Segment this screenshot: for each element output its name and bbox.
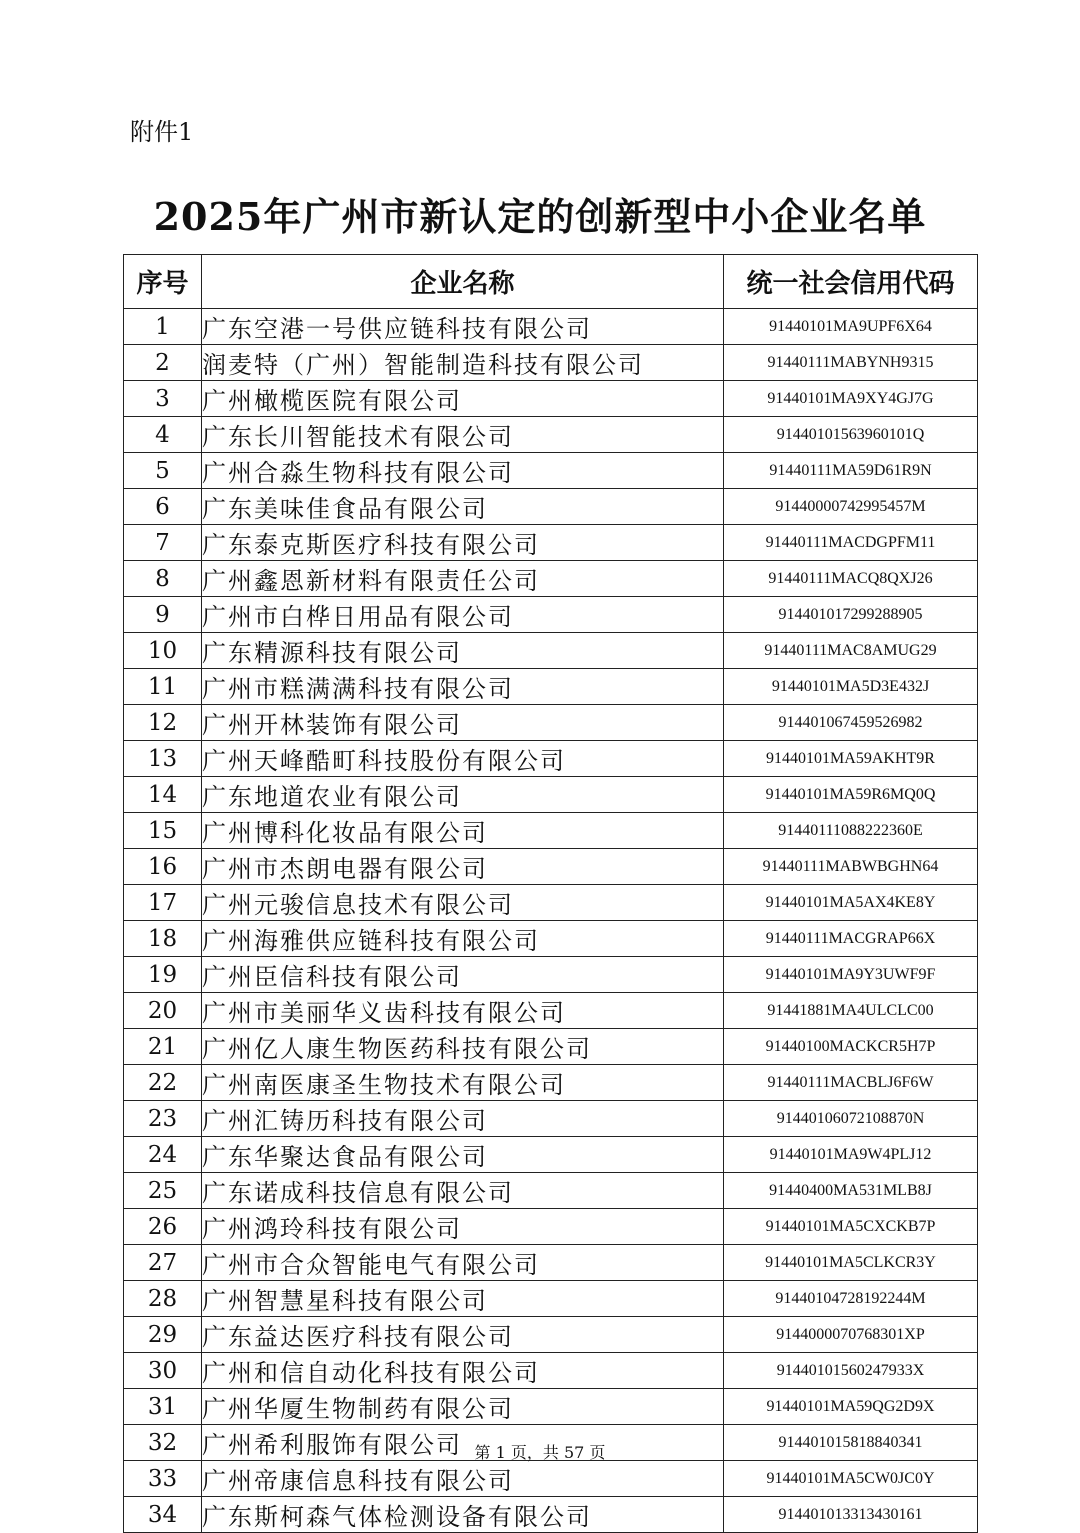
- table-row: [124, 993, 978, 1029]
- enterprise-name-cell: 广州市糕满满科技有限公司: [202, 669, 724, 705]
- table-row: [124, 1245, 978, 1281]
- enterprise-name-cell: 广州智慧星科技有限公司: [202, 1281, 724, 1317]
- credit-code-cell: 91440101MA5CXCKB7P: [724, 1209, 978, 1245]
- table-row: [124, 1101, 978, 1137]
- header-enterprise-name: 企业名称: [202, 255, 724, 309]
- enterprise-name-cell: 广州市美丽华义齿科技有限公司: [202, 993, 724, 1029]
- table-row: [124, 777, 978, 813]
- table-row: [124, 417, 978, 453]
- credit-code-cell: 91440101MA9XY4GJ7G: [724, 381, 978, 417]
- table-row: [124, 669, 978, 705]
- serial-number-cell: 2: [124, 345, 202, 381]
- enterprise-name-cell: 广州希利服饰有限公司: [202, 1425, 724, 1461]
- table-row: [124, 1173, 978, 1209]
- table-body: [124, 309, 978, 1533]
- table-row: [124, 1389, 978, 1425]
- credit-code-cell: 91440000742995457M: [724, 489, 978, 525]
- table-row: [124, 1461, 978, 1497]
- table-row: [124, 1029, 978, 1065]
- table-row: [124, 813, 978, 849]
- credit-code-cell: 91440101MA9UPF6X64: [724, 309, 978, 345]
- credit-code-cell: 91440106072108870N: [724, 1101, 978, 1137]
- enterprise-name-cell: 广东精源科技有限公司: [202, 633, 724, 669]
- enterprise-name-cell: 广州鑫恩新材料有限责任公司: [202, 561, 724, 597]
- enterprise-name-cell: 广州南医康圣生物技术有限公司: [202, 1065, 724, 1101]
- serial-number-cell: 17: [124, 885, 202, 921]
- serial-number-cell: 32: [124, 1425, 202, 1461]
- serial-number-cell: 6: [124, 489, 202, 525]
- credit-code-cell: 91441881MA4ULCLC00: [724, 993, 978, 1029]
- enterprise-name-cell: 广东长川智能技术有限公司: [202, 417, 724, 453]
- credit-code-cell: 91440111088222360E: [724, 813, 978, 849]
- serial-number-cell: 4: [124, 417, 202, 453]
- credit-code-cell: 914401017299288905: [724, 597, 978, 633]
- credit-code-cell: 9144000070768301XP: [724, 1317, 978, 1353]
- table-row: [124, 1353, 978, 1389]
- enterprise-name-cell: 广州市杰朗电器有限公司: [202, 849, 724, 885]
- credit-code-cell: 91440101MA59AKHT9R: [724, 741, 978, 777]
- table-row: [124, 741, 978, 777]
- credit-code-cell: 91440101MA59R6MQ0Q: [724, 777, 978, 813]
- serial-number-cell: 14: [124, 777, 202, 813]
- enterprise-name-cell: 广州帝康信息科技有限公司: [202, 1461, 724, 1497]
- serial-number-cell: 33: [124, 1461, 202, 1497]
- serial-number-cell: 25: [124, 1173, 202, 1209]
- credit-code-cell: 91440111MACQ8QXJ26: [724, 561, 978, 597]
- credit-code-cell: 914401013313430161: [724, 1497, 978, 1533]
- credit-code-cell: 91440400MA531MLB8J: [724, 1173, 978, 1209]
- table-row: [124, 345, 978, 381]
- enterprise-name-cell: 润麦特（广州）智能制造科技有限公司: [202, 345, 724, 381]
- serial-number-cell: 3: [124, 381, 202, 417]
- enterprise-name-cell: 广州亿人康生物医药科技有限公司: [202, 1029, 724, 1065]
- serial-number-cell: 12: [124, 705, 202, 741]
- table-row: [124, 525, 978, 561]
- serial-number-cell: 11: [124, 669, 202, 705]
- enterprise-name-cell: 广州汇铸历科技有限公司: [202, 1101, 724, 1137]
- enterprise-name-cell: 广州博科化妆品有限公司: [202, 813, 724, 849]
- credit-code-cell: 914401015818840341: [724, 1425, 978, 1461]
- serial-number-cell: 27: [124, 1245, 202, 1281]
- serial-number-cell: 15: [124, 813, 202, 849]
- enterprise-name-cell: 广东华聚达食品有限公司: [202, 1137, 724, 1173]
- table-row: [124, 705, 978, 741]
- enterprise-name-cell: 广州元骏信息技术有限公司: [202, 885, 724, 921]
- enterprise-name-cell: 广东诺成科技信息有限公司: [202, 1173, 724, 1209]
- enterprise-name-cell: 广州和信自动化科技有限公司: [202, 1353, 724, 1389]
- credit-code-cell: 914401067459526982: [724, 705, 978, 741]
- enterprise-name-cell: 广东泰克斯医疗科技有限公司: [202, 525, 724, 561]
- credit-code-cell: 91440104728192244M: [724, 1281, 978, 1317]
- credit-code-cell: 91440111MA59D61R9N: [724, 453, 978, 489]
- enterprise-name-cell: 广州合淼生物科技有限公司: [202, 453, 724, 489]
- serial-number-cell: 23: [124, 1101, 202, 1137]
- serial-number-cell: 22: [124, 1065, 202, 1101]
- table-row: [124, 1065, 978, 1101]
- enterprise-name-cell: 广州海雅供应链科技有限公司: [202, 921, 724, 957]
- enterprise-name-cell: 广州市白桦日用品有限公司: [202, 597, 724, 633]
- serial-number-cell: 10: [124, 633, 202, 669]
- credit-code-cell: 91440111MABWBGHN64: [724, 849, 978, 885]
- enterprise-name-cell: 广州臣信科技有限公司: [202, 957, 724, 993]
- table-row: [124, 957, 978, 993]
- table-row: [124, 633, 978, 669]
- serial-number-cell: 16: [124, 849, 202, 885]
- enterprise-name-cell: 广州开林装饰有限公司: [202, 705, 724, 741]
- credit-code-cell: 91440111MABYNH9315: [724, 345, 978, 381]
- serial-number-cell: 9: [124, 597, 202, 633]
- attachment-label: 附件1: [130, 118, 194, 146]
- table-row: [124, 453, 978, 489]
- serial-number-cell: 21: [124, 1029, 202, 1065]
- serial-number-cell: 30: [124, 1353, 202, 1389]
- credit-code-cell: 91440101MA5AX4KE8Y: [724, 885, 978, 921]
- credit-code-cell: 91440111MACBLJ6F6W: [724, 1065, 978, 1101]
- credit-code-cell: 91440111MACDGPFM11: [724, 525, 978, 561]
- serial-number-cell: 7: [124, 525, 202, 561]
- table-row: [124, 849, 978, 885]
- credit-code-cell: 91440101MA5CLKCR3Y: [724, 1245, 978, 1281]
- enterprise-name-cell: 广东益达医疗科技有限公司: [202, 1317, 724, 1353]
- serial-number-cell: 19: [124, 957, 202, 993]
- serial-number-cell: 8: [124, 561, 202, 597]
- enterprise-name-cell: 广州橄榄医院有限公司: [202, 381, 724, 417]
- enterprise-name-cell: 广州天峰酷町科技股份有限公司: [202, 741, 724, 777]
- credit-code-cell: 91440111MAC8AMUG29: [724, 633, 978, 669]
- table-row: [124, 1497, 978, 1533]
- credit-code-cell: 91440101563960101Q: [724, 417, 978, 453]
- header-serial-number: 序号: [124, 255, 202, 309]
- credit-code-cell: 91440101MA9W4PLJ12: [724, 1137, 978, 1173]
- serial-number-cell: 1: [124, 309, 202, 345]
- table-row: [124, 885, 978, 921]
- table-row: [124, 921, 978, 957]
- enterprise-name-cell: 广州市合众智能电气有限公司: [202, 1245, 724, 1281]
- serial-number-cell: 29: [124, 1317, 202, 1353]
- table-row: [124, 561, 978, 597]
- table-header-row: [124, 255, 978, 309]
- document-title: 2025年广州市新认定的创新型中小企业名单: [153, 194, 927, 239]
- enterprise-name-cell: 广东斯柯森气体检测设备有限公司: [202, 1497, 724, 1533]
- serial-number-cell: 20: [124, 993, 202, 1029]
- credit-code-cell: 91440101MA9Y3UWF9F: [724, 957, 978, 993]
- table-row: [124, 597, 978, 633]
- enterprise-name-cell: 广东空港一号供应链科技有限公司: [202, 309, 724, 345]
- serial-number-cell: 31: [124, 1389, 202, 1425]
- credit-code-cell: 91440111MACGRAP66X: [724, 921, 978, 957]
- table-row: [124, 1317, 978, 1353]
- serial-number-cell: 26: [124, 1209, 202, 1245]
- serial-number-cell: 24: [124, 1137, 202, 1173]
- table-row: [124, 489, 978, 525]
- credit-code-cell: 91440101MA5D3E432J: [724, 669, 978, 705]
- enterprise-name-cell: 广东美味佳食品有限公司: [202, 489, 724, 525]
- enterprise-name-cell: 广州鸿玲科技有限公司: [202, 1209, 724, 1245]
- enterprise-name-cell: 广州华厦生物制药有限公司: [202, 1389, 724, 1425]
- table-row: [124, 1209, 978, 1245]
- enterprise-name-cell: 广东地道农业有限公司: [202, 777, 724, 813]
- credit-code-cell: 91440101MA5CW0JC0Y: [724, 1461, 978, 1497]
- table-row: [124, 1137, 978, 1173]
- table-row: [124, 309, 978, 345]
- serial-number-cell: 34: [124, 1497, 202, 1533]
- serial-number-cell: 5: [124, 453, 202, 489]
- table-row: [124, 381, 978, 417]
- table-row: [124, 1281, 978, 1317]
- credit-code-cell: 91440101560247933X: [724, 1353, 978, 1389]
- serial-number-cell: 18: [124, 921, 202, 957]
- credit-code-cell: 91440100MACKCR5H7P: [724, 1029, 978, 1065]
- page-footer: 第 1 页，共 57 页: [474, 1443, 606, 1462]
- serial-number-cell: 28: [124, 1281, 202, 1317]
- header-credit-code: 统一社会信用代码: [724, 255, 978, 309]
- enterprise-table: [123, 254, 978, 1533]
- credit-code-cell: 91440101MA59QG2D9X: [724, 1389, 978, 1425]
- serial-number-cell: 13: [124, 741, 202, 777]
